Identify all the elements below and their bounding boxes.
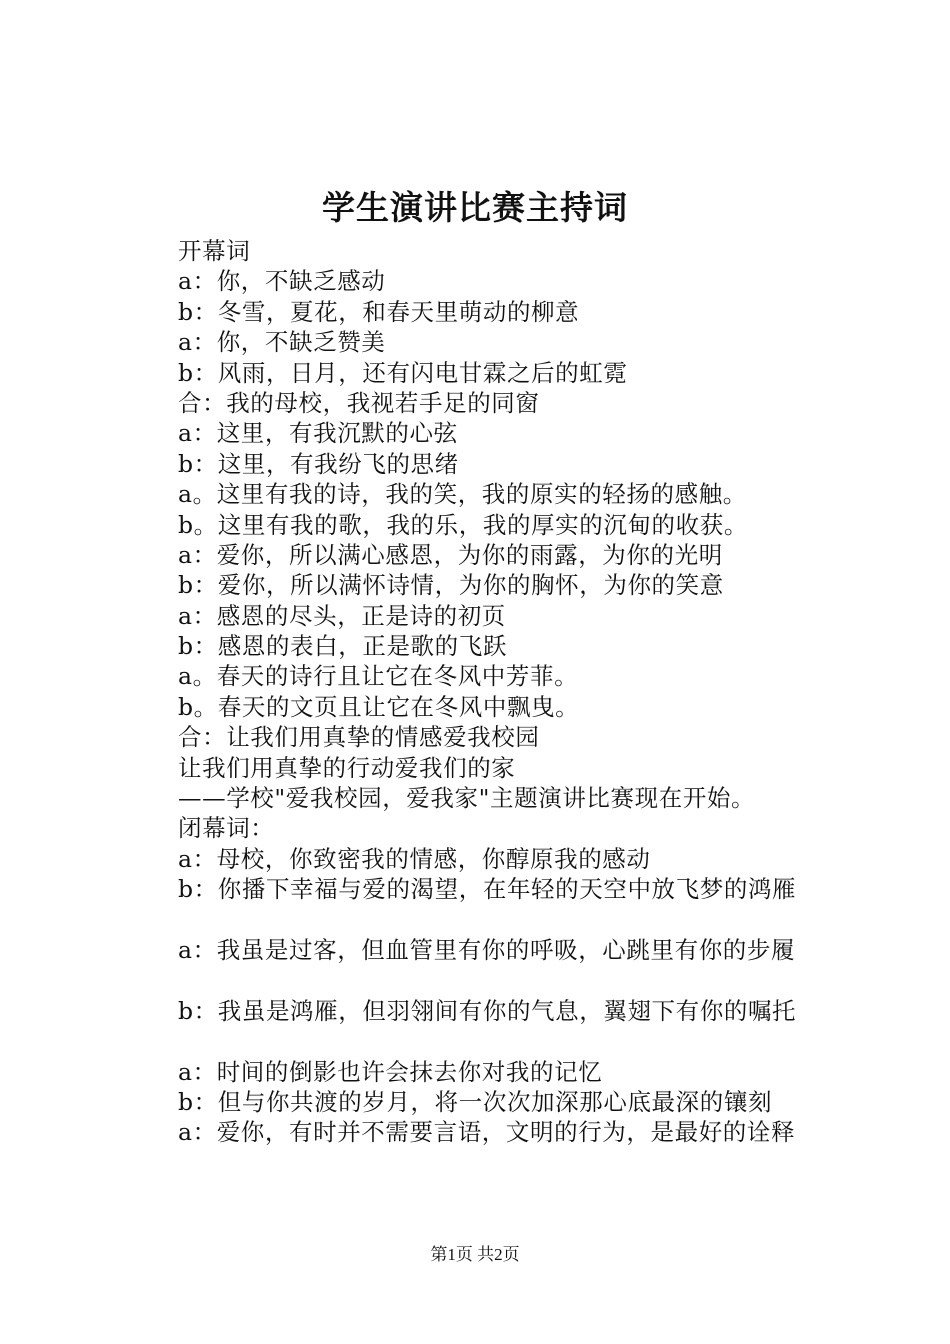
text-line: b：风雨，日月，还有闪电甘霖之后的虹霓: [178, 358, 628, 387]
document-body: [178, 236, 878, 1148]
text-line: b：你播下幸福与爱的渴望，在年轻的天空中放飞梦的鸿雁: [178, 875, 797, 904]
text-line: 合：我的母校，我视若手足的同窗: [178, 388, 540, 417]
text-line: b。春天的文页且让它在冬风中飘曳。: [178, 692, 580, 721]
page-footer: 第1页 共2页: [430, 1245, 520, 1264]
text-line: b：这里，有我纷飞的思绪: [178, 449, 459, 478]
text-line: b：但与你共渡的岁月，将一次次加深那心底最深的镶刻: [178, 1087, 773, 1116]
text-line: 让我们用真挚的行动爱我们的家: [178, 753, 516, 782]
text-line: a：你，不缺乏赞美: [178, 328, 386, 357]
blank-line: [178, 965, 878, 995]
text-line: b：感恩的表白，正是歌的飞跃: [178, 632, 507, 661]
text-line: a：时间的倒影也许会抹去你对我的记忆: [178, 1057, 603, 1086]
document-title: 学生演讲比赛主持词: [322, 188, 628, 227]
text-line: 闭幕词：: [178, 814, 275, 843]
text-line: b：我虽是鸿雁，但羽翎间有你的气息，翼翅下有你的嘱托: [178, 996, 797, 1025]
text-line: ——学校"爱我校园，爱我家"主题演讲比赛现在开始。: [178, 784, 756, 813]
text-line: b：冬雪，夏花，和春天里萌动的柳意: [178, 297, 580, 326]
text-line: a：爱你，所以满心感恩，为你的雨露，为你的光明: [178, 540, 723, 569]
text-line: a：你，不缺乏感动: [178, 267, 386, 296]
text-line: a：爱你，有时并不需要言语，文明的行为，是最好的诠释: [178, 1118, 796, 1147]
blank-line: [178, 905, 878, 935]
text-line: 合：让我们用真挚的情感爱我校园: [178, 723, 540, 752]
text-line: a：我虽是过客，但血管里有你的呼吸，心跳里有你的步履: [178, 935, 796, 964]
text-line: a。春天的诗行且让它在冬风中芳菲。: [178, 662, 579, 691]
text-line: 开幕词: [178, 237, 251, 265]
text-line: a：感恩的尽头，正是诗的初页: [178, 601, 506, 630]
text-line: a：这里，有我沉默的心弦: [178, 419, 458, 448]
text-line: b：爱你，所以满怀诗情，为你的胸怀，为你的笑意: [178, 571, 724, 600]
text-line: a。这里有我的诗，我的笑，我的原实的轻扬的感触。: [178, 480, 747, 509]
text-line: b。这里有我的歌，我的乐，我的厚实的沉甸的收获。: [178, 510, 748, 539]
blank-line: [178, 1026, 878, 1056]
text-line: a：母校，你致密我的情感，你醇原我的感动: [178, 844, 651, 873]
